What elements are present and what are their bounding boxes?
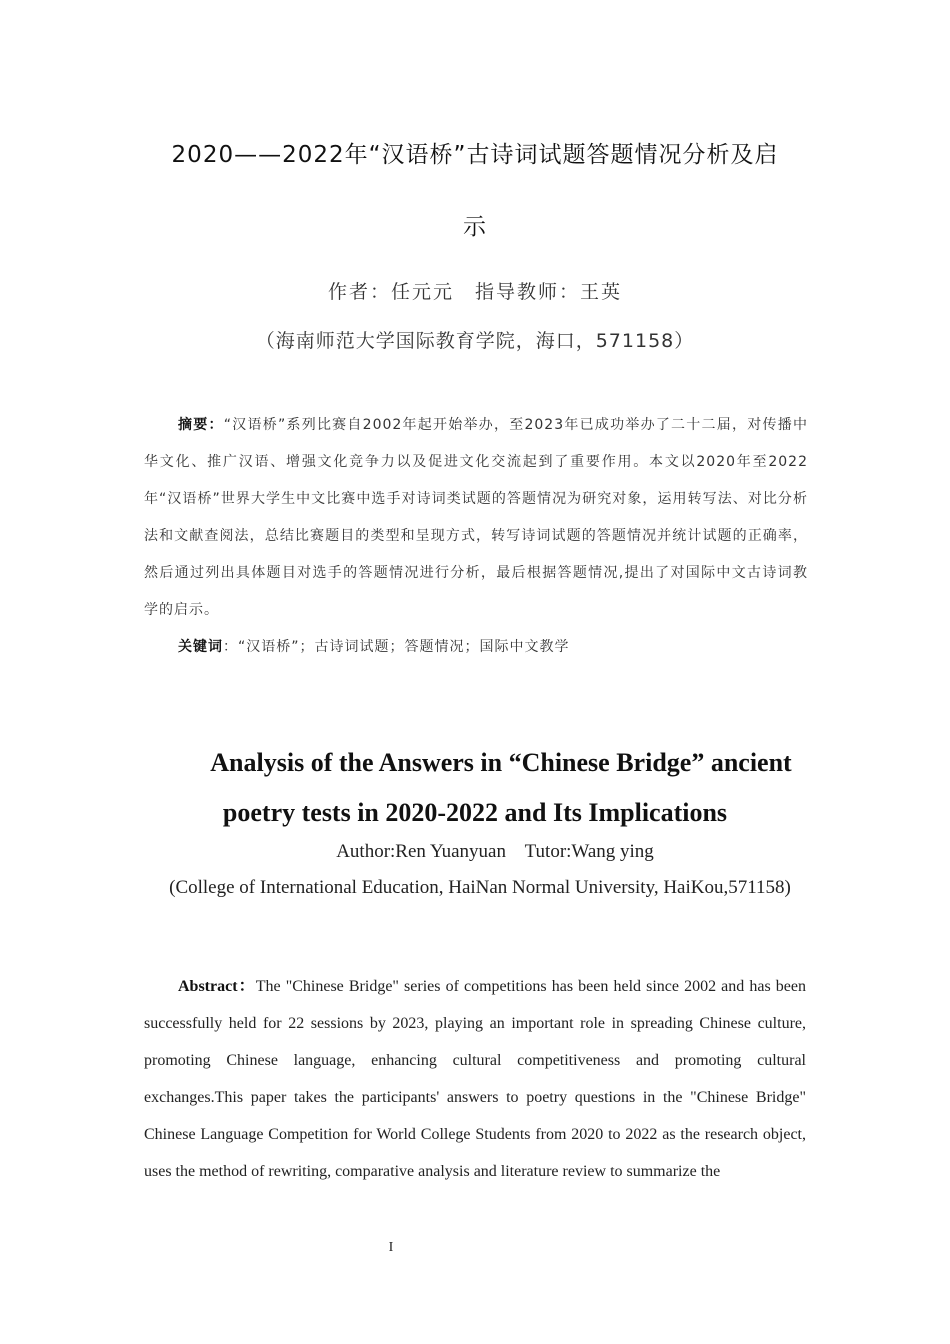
chinese-abstract-label: 摘要： [178, 417, 224, 433]
page-number: I [388, 1240, 394, 1255]
chinese-author-line: 作者：任元元 指导教师：王英 [327, 281, 622, 303]
english-abstract-text: The "Chinese Bridge" series of competitions has been held since 2002 and has been successfully held for 22 sessions by 2023, playing an important role in spreading Chinese culture, promoting Chinese language, enhancing cultural competitiveness and promoting cultural exchanges.This paper takes the participants' answers to poetry questions in the "Chinese Bridge" Chinese Language Competition for World College Students from 2020 to 2022 as the research object, uses the method of rewriting, comparative analysis and literature review to summarize the [144, 978, 806, 1180]
chinese-keywords-text: ：“汉语桥”；古诗词试题；答题情况；国际中文教学 [223, 639, 570, 655]
chinese-title-line-1: 2020——2022年“汉语桥”古诗词试题答题情况分析及启 [171, 142, 779, 168]
chinese-keywords [178, 629, 808, 666]
chinese-title-line-2: 示 [463, 214, 487, 240]
english-abstract [144, 968, 806, 1190]
english-title-line-1: Analysis of the Answers in “Chinese Bridge” ancient [210, 748, 792, 777]
chinese-abstract [144, 407, 808, 629]
chinese-keywords-label: 关键词 [178, 639, 223, 655]
english-title-line-2: poetry tests in 2020-2022 and Its Implications [222, 798, 728, 827]
english-abstract-label: Abstract： [178, 978, 256, 995]
english-author-line: Author:Ren Yuanyuan Tutor:Wang ying [336, 841, 654, 862]
chinese-abstract-text: “汉语桥”系列比赛自2002年起开始举办，至2023年已成功举办了二十二届，对传播中华文化、推广汉语、增强文化竞争力以及促进文化交流起到了重要作用。本文以2020年至2022年“汉语桥”世界大学生中文比赛中选手对诗词类试题的答题情况为研究对象，运用转写法、对比分析法和文献查阅法，总结比赛题目的类型和呈现方式，转写诗词试题的答题情况并统计试题的正确率，然后通过列出具体题目对选手的答题情况进行分析，最后根据答题情况,提出了对国际中文古诗词教学的启示。 [144, 417, 809, 618]
chinese-affiliation: （海南师范大学国际教育学院，海口，571158） [255, 330, 695, 352]
english-affiliation: (College of International Education, HaiNan Normal University, HaiKou,571158) [169, 877, 791, 898]
